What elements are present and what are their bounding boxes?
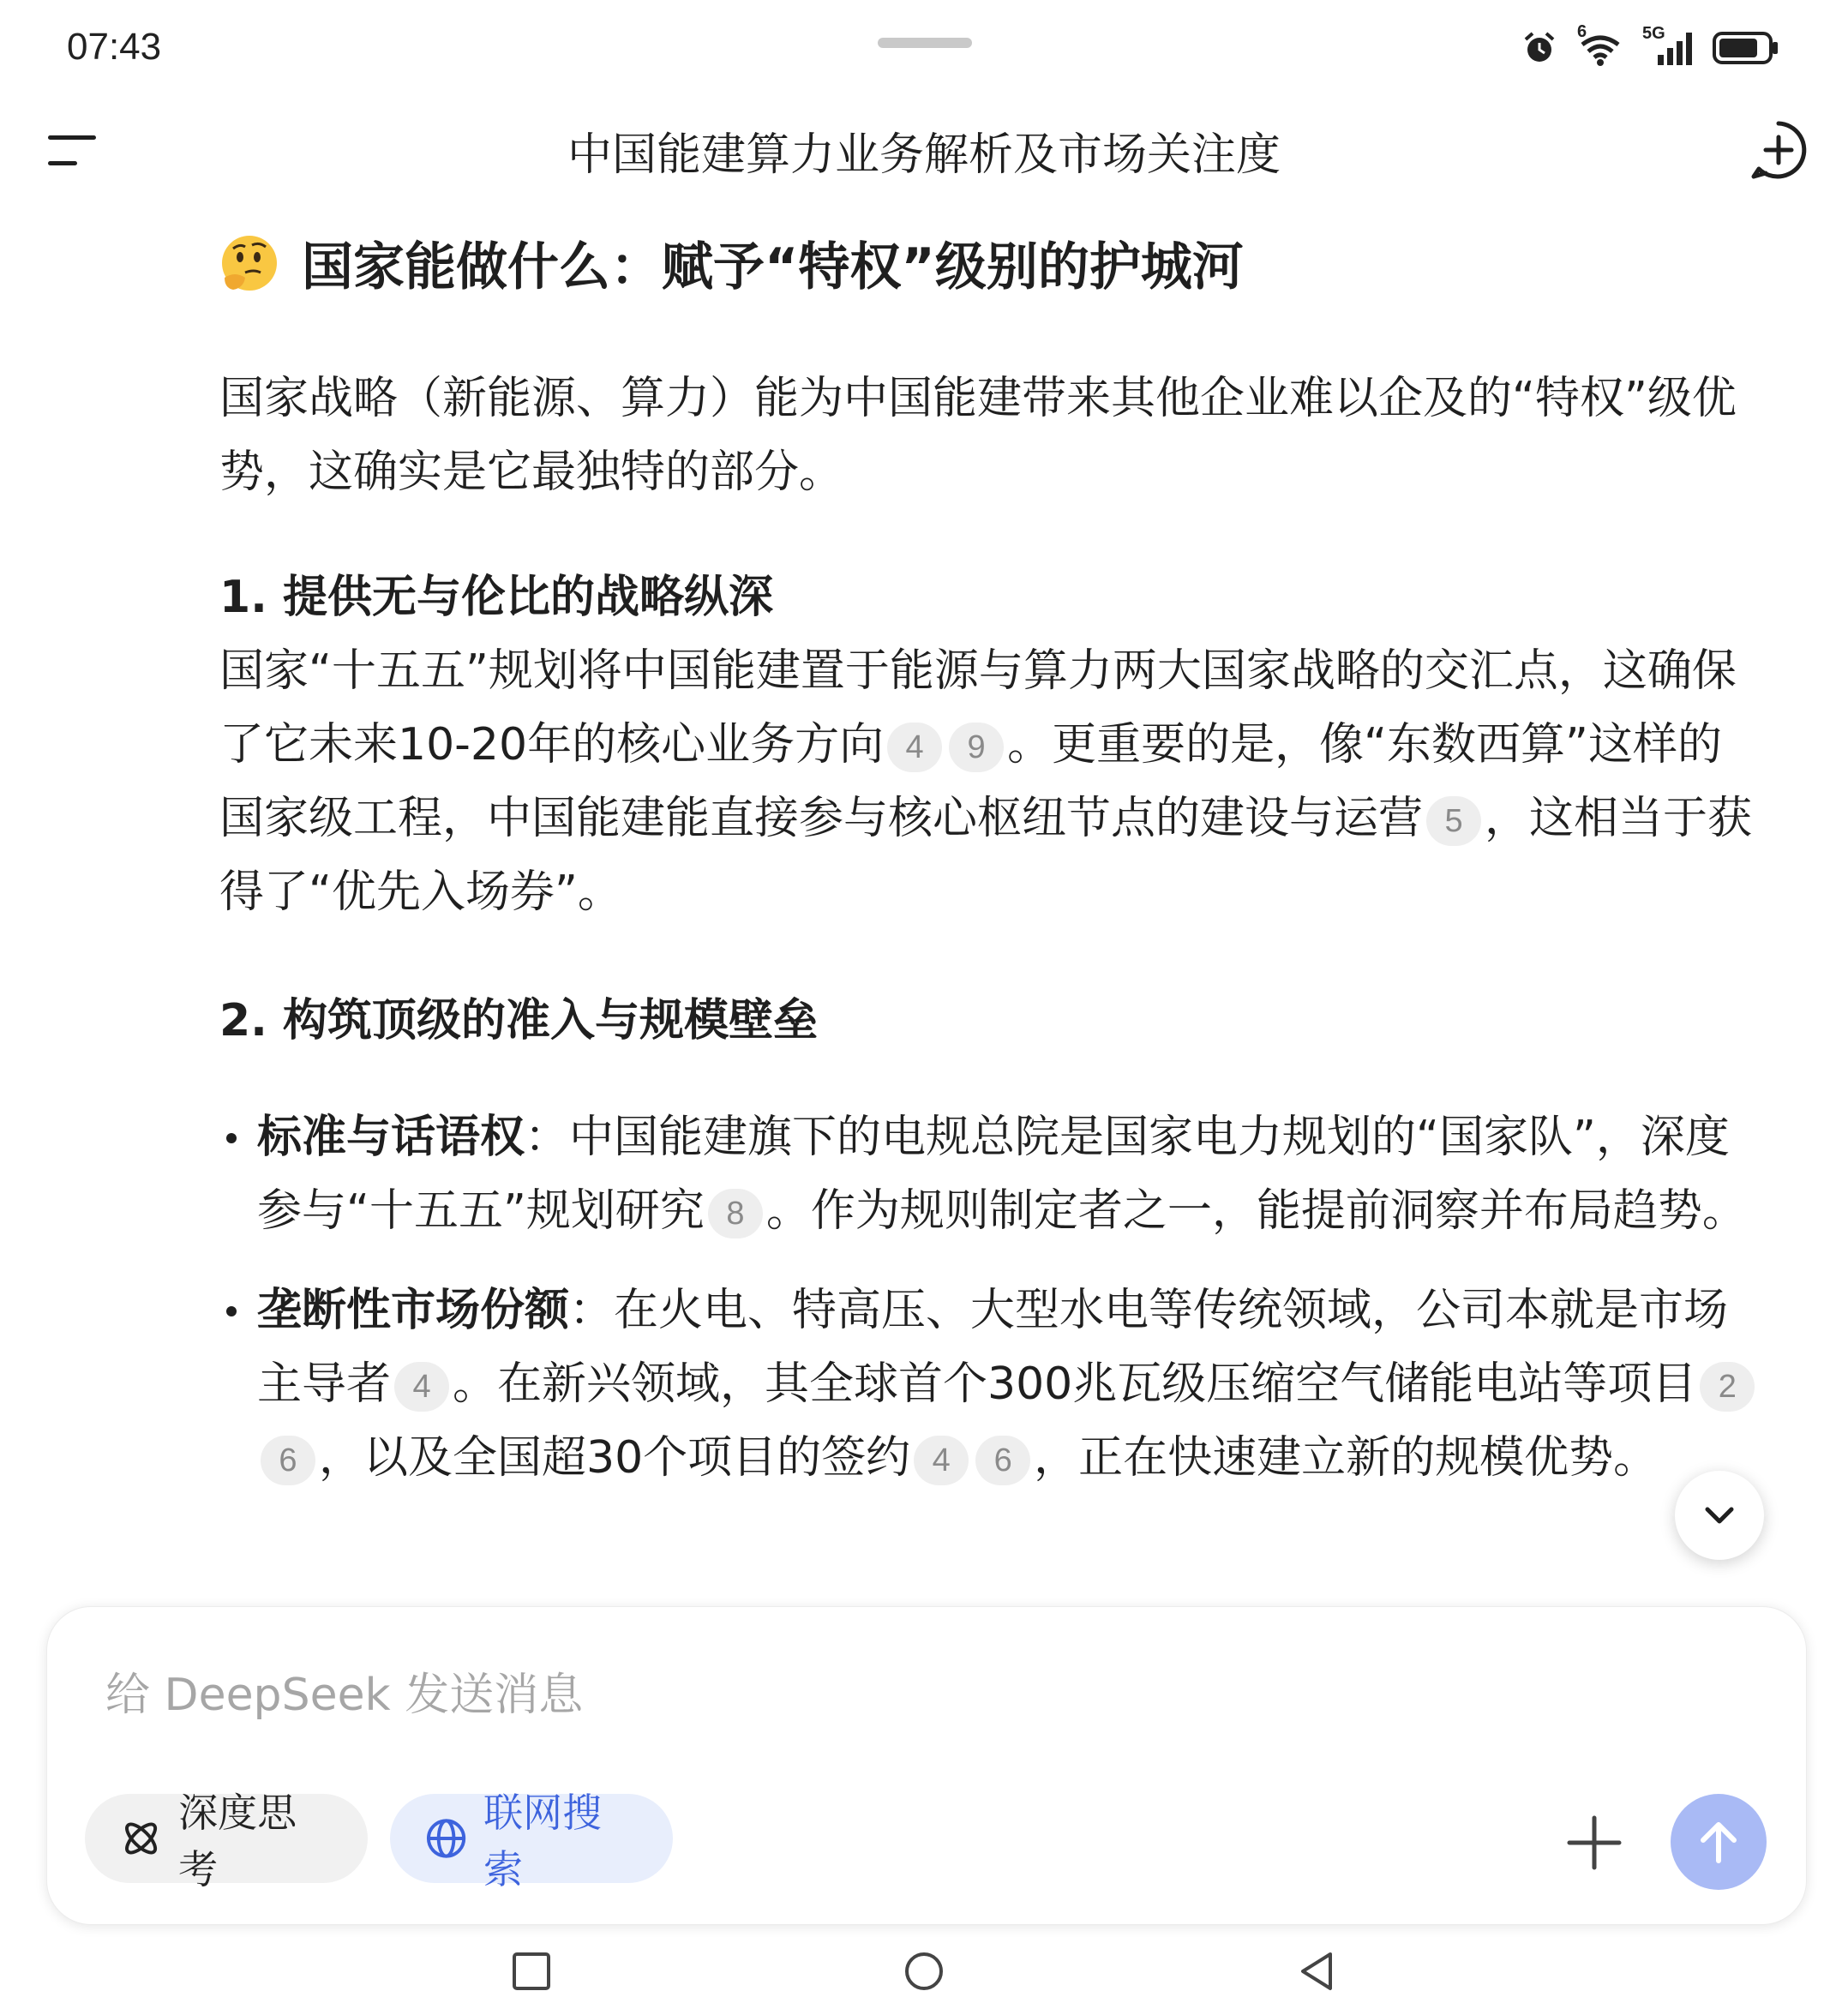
section1-text-2: 。更重要的是，像“东数西算”这样的国家级工程，中国能建能直接参与核心枢纽节点的建设与运营 xyxy=(219,719,1722,844)
citation-badge[interactable]: 6 xyxy=(975,1436,1030,1485)
app-header xyxy=(0,103,1848,197)
bullet-text: ，正在快速建立新的规模优势。 xyxy=(1034,1432,1659,1484)
send-button[interactable] xyxy=(1671,1794,1767,1890)
list-item xyxy=(219,1100,1762,1248)
section-heading-text: 国家能做什么：赋予“特权”级别的护城河 xyxy=(302,237,1244,297)
bullet-text: 。作为规则制定者之一，能提前洞察并布局趋势。 xyxy=(765,1185,1747,1237)
section1-text-3: ，这相当于获得了“优先入场券”。 xyxy=(219,793,1753,918)
alarm-icon xyxy=(1521,29,1558,67)
thinking-face-icon xyxy=(219,233,279,293)
status-icons xyxy=(1521,24,1779,72)
wifi-network-label: 6 xyxy=(1577,22,1587,41)
home-icon[interactable] xyxy=(903,1951,945,1992)
bullet-text: 。在新兴领域，其全球首个300兆瓦级压缩空气储能电站等项目 xyxy=(453,1358,1697,1410)
citation-badge[interactable]: 4 xyxy=(394,1362,449,1412)
arrow-up-icon xyxy=(1695,1818,1743,1866)
scroll-to-bottom-button[interactable] xyxy=(1675,1471,1764,1560)
cellular-signal-icon xyxy=(1642,24,1694,67)
wifi-icon xyxy=(1577,22,1623,67)
bullet-label: 标准与话语权 xyxy=(257,1112,525,1163)
citation-badge[interactable]: 9 xyxy=(949,723,1004,772)
battery-icon xyxy=(1713,31,1779,65)
assistant-message xyxy=(219,225,1762,1613)
intro-paragraph: 国家战略（新能源、算力）能为中国能建带来其他企业难以企及的“特权”级优势，这确实是它最独特的部分。 xyxy=(219,373,1737,498)
system-nav-bar xyxy=(0,1928,1848,2009)
conversation-title: 中国能建算力业务解析及市场关注度 xyxy=(567,129,1281,181)
section1-title: 1. 提供无与伦比的战略纵深 xyxy=(219,572,774,623)
bullet-text: ：在火电、特高压、大型水电等传统领域，公司本就是市场主导者 xyxy=(257,1285,1729,1410)
section2-bullets xyxy=(219,1100,1762,1495)
bullet-text: ，以及全国超30个项目的签约 xyxy=(319,1432,911,1484)
message-input[interactable]: 给 DeepSeek 发送消息 xyxy=(105,1670,584,1721)
recent-apps-icon[interactable] xyxy=(511,1951,552,1992)
attach-plus-icon[interactable] xyxy=(1564,1813,1624,1873)
section1-text-1: 国家“十五五”规划将中国能建置于能源与算力两大国家战略的交汇点，这确保了它未来10-20年的核心业务方向 xyxy=(219,645,1737,771)
back-icon[interactable] xyxy=(1296,1951,1337,1992)
globe-icon xyxy=(424,1816,468,1861)
citation-badge[interactable]: 4 xyxy=(914,1436,969,1485)
bullet-text: ：中国能建旗下的电规总院是国家电力规划的“国家队”，深度参与“十五五”规划研究 xyxy=(257,1112,1730,1237)
message-composer xyxy=(46,1606,1807,1925)
citation-badge[interactable]: 6 xyxy=(261,1436,315,1485)
citation-badge[interactable]: 8 xyxy=(708,1189,763,1238)
citation-badge[interactable]: 2 xyxy=(1700,1362,1755,1412)
content-fade xyxy=(0,1543,1848,1611)
web-search-toggle[interactable] xyxy=(390,1790,673,1892)
section2-title: 2. 构筑顶级的准入与规模壁垒 xyxy=(219,995,819,1046)
section1-paragraph xyxy=(219,634,1762,929)
deep-think-label: 深度思考 xyxy=(178,1790,297,1892)
atom-icon xyxy=(119,1816,163,1861)
citation-badge[interactable]: 4 xyxy=(887,723,942,772)
status-time: 07:43 xyxy=(67,26,162,68)
status-bar xyxy=(0,0,1848,94)
section-heading xyxy=(219,225,1762,302)
deep-think-toggle[interactable] xyxy=(85,1790,368,1892)
list-item xyxy=(219,1274,1762,1495)
drag-handle[interactable] xyxy=(878,38,972,48)
chevron-down-icon xyxy=(1701,1496,1738,1534)
cellular-5g-label: 5G xyxy=(1642,24,1665,43)
citation-badge[interactable]: 5 xyxy=(1426,796,1481,846)
web-search-label: 联网搜索 xyxy=(483,1790,603,1892)
new-chat-icon[interactable] xyxy=(1749,120,1809,180)
bullet-label: 垄断性市场份额 xyxy=(257,1285,570,1336)
